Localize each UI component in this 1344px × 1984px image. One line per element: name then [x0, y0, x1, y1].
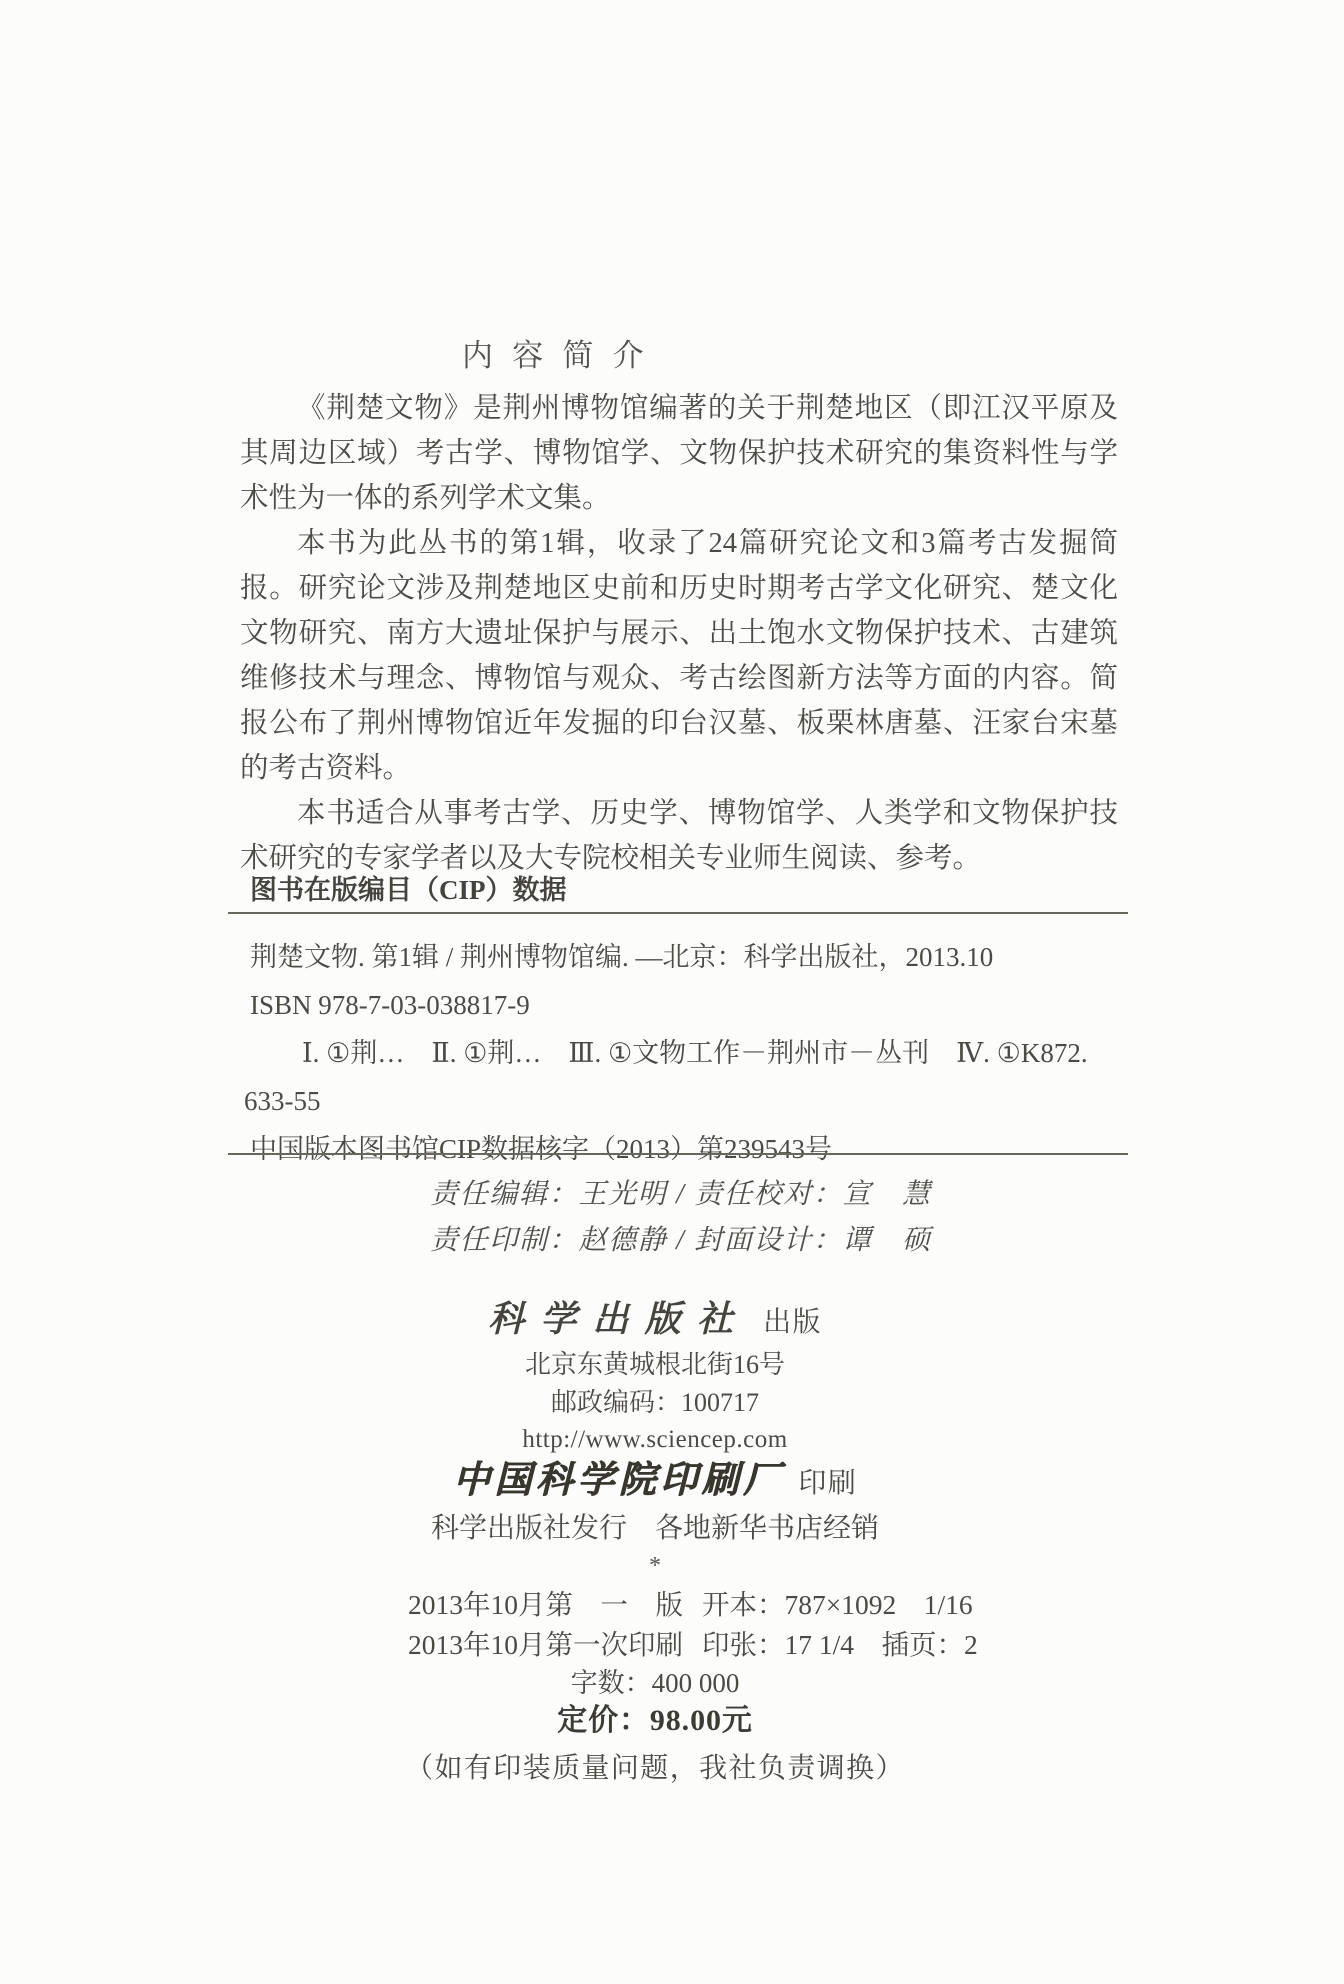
intro-paragraph-1: 《荆楚文物》是荆州博物馆编著的关于荆楚地区（即江汉平原及其周边区域）考古学、博物馆学、文物保护技术研究的集资料性与学术性为一体的系列学术文集。 [240, 393, 1118, 514]
intro-paragraph-2: 本书为此丛书的第1辑，收录了24篇研究论文和3篇考古发掘简报。研究论文涉及荆楚地区史前和历史时期考古学文化研究、楚文化文物研究、南方大遗址保护与展示、出土饱水文物保护技术、古建筑维修技术与理念、博物馆与观众、考古绘图新方法等方面的内容。简报公布了荆州博物馆近年发掘的印台汉墓、板栗林唐墓、汪家台宋墓的考古资料。 [240, 528, 1118, 784]
printer-line [238, 1458, 1072, 1507]
edition-row [238, 1585, 1072, 1625]
edition-date: 2013年10月第 一 版 [408, 1589, 683, 1620]
publisher-logo-text: 科学出版社 [488, 1299, 750, 1339]
word-count-line: 字数：400 000 [570, 1668, 740, 1698]
cip-body [240, 933, 1124, 1173]
publisher-postcode: 邮政编码：100717 [550, 1388, 759, 1417]
publisher-address: 北京东黄城根北街16号 [524, 1350, 785, 1379]
cip-top-rule [228, 912, 1128, 914]
credit-editing-line: 责任编辑：王光明 / 责任校对：宣 慧 [430, 1179, 932, 1210]
publisher-website: http://www.sciencep.com [522, 1426, 788, 1453]
cip-classification-continuation: 633-55 [244, 1086, 321, 1116]
intro-heading: 内容简介 [462, 338, 663, 373]
printer-logo-text: 中国科学院印刷厂 [452, 1460, 785, 1501]
printer-role-label: 印刷 [798, 1468, 858, 1499]
cip-title-line: 荆楚文物. 第1辑 / 荆州博物馆编. —北京：科学出版社，2013.10 [250, 942, 994, 972]
quality-note-line: （如有印装质量问题，我社负责调换） [405, 1753, 905, 1784]
edition-info [238, 1585, 1072, 1665]
edition-row [238, 1625, 1072, 1665]
colophon-section [238, 1296, 1072, 1789]
intro-paragraph-3: 本书适合从事考古学、历史学、博物馆学、人类学和文物保护技术研究的专家学者以及大专院校相关专业师生阅读、参考。 [240, 798, 1118, 874]
sheets-spec: 印张：17 1/4 插页：2 [702, 1629, 978, 1660]
intro-section [240, 386, 1118, 881]
price-line: 定价：98.00元 [557, 1704, 753, 1737]
format-spec: 开本：787×1092 1/16 [702, 1589, 973, 1620]
credit-printing-line: 责任印制：赵德静 / 封面设计：谭 硕 [430, 1225, 932, 1256]
publisher-line [238, 1296, 1072, 1346]
printing-date: 2013年10月第一次印刷 [408, 1629, 683, 1660]
publisher-role-label: 出版 [763, 1307, 822, 1338]
credits-section [430, 1172, 932, 1264]
cip-bottom-rule [228, 1153, 1128, 1155]
cip-record-number-line: 中国版本图书馆CIP数据核字（2013）第239543号 [250, 1134, 833, 1164]
asterisk-separator: * [649, 1553, 661, 1579]
distribution-line: 科学出版社发行 各地新华书店经销 [430, 1513, 879, 1544]
cip-heading: 图书在版编目（CIP）数据 [250, 875, 567, 905]
cip-classification-line: Ⅰ. ①荆… Ⅱ. ①荆… Ⅲ. ①文物工作－荆州市－丛刊 Ⅳ. ①K872. [302, 1038, 1088, 1068]
cip-isbn-line: ISBN 978-7-03-038817-9 [250, 990, 530, 1020]
